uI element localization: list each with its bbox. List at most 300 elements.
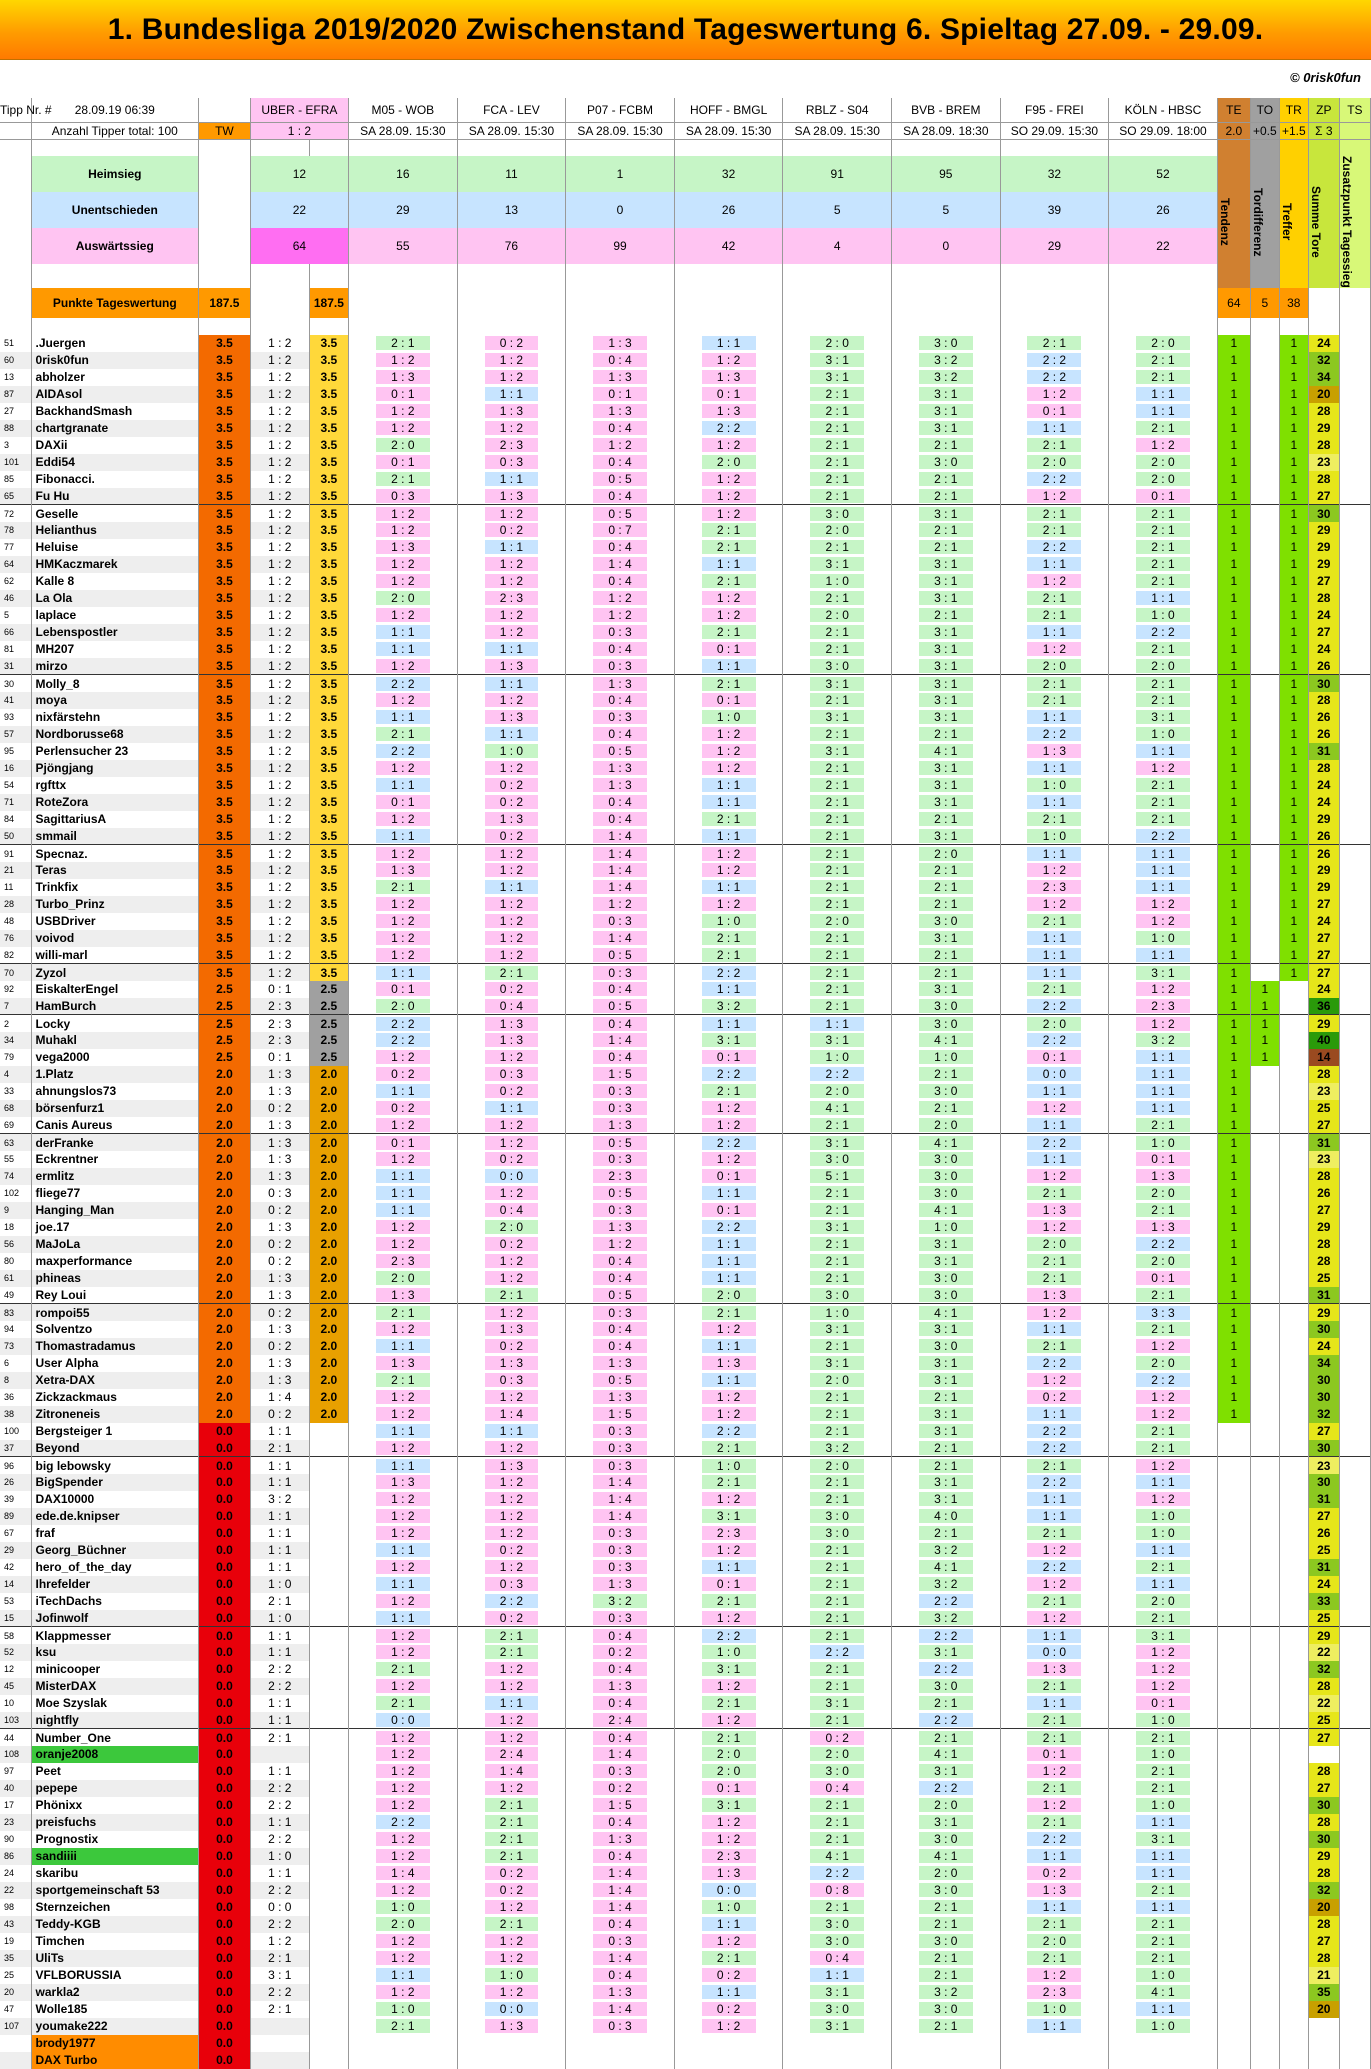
tip-score: 2 : 1 (810, 455, 864, 469)
tip-score: 1 : 2 (485, 507, 539, 521)
te-value: 1 (1217, 981, 1250, 998)
tw-value: 3.5 (199, 539, 251, 556)
tip-4 (674, 1916, 783, 1933)
tip-score: 2 : 1 (376, 1696, 430, 1710)
tip-score: 1 : 3 (593, 1390, 647, 1404)
tip-score: 1 : 1 (1136, 1815, 1190, 1829)
tipp-nr: 95 (0, 743, 31, 760)
zp-value: 27 (1308, 896, 1339, 913)
tip-score: 2 : 0 (810, 1084, 864, 1098)
tip-score: 3 : 3 (1136, 1306, 1190, 1320)
tip-score: 1 : 1 (485, 387, 539, 401)
ts-value (1339, 1712, 1370, 1729)
tip-5 (783, 1049, 892, 1066)
tip-3 (566, 1338, 675, 1355)
tip-0: 1 : 2 (250, 1933, 309, 1950)
zp-value: 28 (1308, 1066, 1339, 1083)
blank (1250, 318, 1279, 335)
tip-score: 0 : 2 (376, 1067, 430, 1081)
tipper-name: Heluise (31, 539, 199, 556)
to-value (1250, 1916, 1279, 1933)
tip-2 (457, 1984, 566, 2001)
to-value (1250, 1321, 1279, 1338)
tip-score: 2 : 3 (1136, 999, 1190, 1013)
tip-score: 2 : 1 (810, 1713, 864, 1727)
tip-6 (892, 1389, 1001, 1406)
tip-1 (349, 539, 458, 556)
tip-1 (349, 403, 458, 420)
tip-score: 0 : 2 (485, 1611, 539, 1625)
tip-3 (566, 1916, 675, 1933)
ts-value (1339, 879, 1370, 896)
table-row (0, 1576, 1371, 1593)
tip-5 (783, 2018, 892, 2035)
table-row (0, 1661, 1371, 1678)
tr-value (1279, 1474, 1308, 1491)
tip-6 (892, 1610, 1001, 1627)
tw-value: 2.0 (199, 1134, 251, 1151)
tipp-nr: 102 (0, 1185, 31, 1202)
tip-score: 1 : 1 (485, 1101, 539, 1115)
tip-3 (566, 1134, 675, 1151)
tip-score: 2 : 2 (1136, 625, 1190, 639)
tip-score: 1 : 2 (1136, 761, 1190, 775)
tip-1 (349, 352, 458, 369)
tip-2 (457, 1899, 566, 1916)
tip-0: 1 : 1 (250, 1695, 309, 1712)
tip-0: 1 : 1 (250, 1644, 309, 1661)
tip-3 (566, 1576, 675, 1593)
tip-score: 1 : 1 (1136, 1101, 1190, 1115)
tip-score: 2 : 1 (810, 999, 864, 1013)
tipper-name: Canis Aureus (31, 1117, 199, 1134)
tip-score: 2 : 1 (810, 829, 864, 843)
tip-1 (349, 1253, 458, 1270)
tipp-nr: 86 (0, 1848, 31, 1865)
te-value (1217, 1899, 1250, 1916)
tip-2 (457, 947, 566, 964)
table-row (0, 1967, 1371, 1984)
tip-1 (349, 2001, 458, 2018)
ts-value (1339, 1151, 1370, 1168)
tip-0: 1 : 2 (250, 862, 309, 879)
tip-0: 1 : 2 (250, 845, 309, 862)
tip-4 (674, 1695, 783, 1712)
tip-8 (1109, 454, 1218, 471)
tip-3 (566, 1848, 675, 1865)
tip-2 (457, 403, 566, 420)
tr-value: 1 (1279, 352, 1308, 369)
table-row (0, 1440, 1371, 1457)
tip-5 (783, 641, 892, 658)
tip-score: 1 : 1 (376, 829, 430, 843)
tw-value: 0.0 (199, 1695, 251, 1712)
tip-5 (783, 1576, 892, 1593)
table-row (0, 352, 1371, 369)
tip-3 (566, 828, 675, 845)
to-value (1250, 1236, 1279, 1253)
table-row (0, 964, 1371, 981)
tip-5 (783, 1304, 892, 1321)
tip-points: 3.5 (309, 539, 348, 556)
tipper-name: Prognostix (31, 1831, 199, 1848)
tip-8 (1109, 1168, 1218, 1185)
tip-1 (349, 1678, 458, 1695)
tip-2 (457, 1236, 566, 1253)
tip-points (309, 1814, 348, 1831)
tip-score: 2 : 1 (485, 966, 539, 980)
zp-value (1308, 2035, 1339, 2052)
tip-3 (566, 1661, 675, 1678)
tipp-nr: 2 (0, 1015, 31, 1032)
tipp-nr: 44 (0, 1729, 31, 1746)
tip-points: 3.5 (309, 658, 348, 675)
tipper-name: preisfuchs (31, 1814, 199, 1831)
tip-score: 1 : 1 (1136, 2002, 1190, 2016)
tip-7 (1000, 1814, 1109, 1831)
tipp-nr: 96 (0, 1457, 31, 1474)
to-value (1250, 1712, 1279, 1729)
tip-score: 1 : 2 (376, 1731, 430, 1745)
table-row (0, 658, 1371, 675)
zp-value: 32 (1308, 1661, 1339, 1678)
bonus-top-0 (1217, 139, 1250, 156)
tip-7 (1000, 488, 1109, 505)
tip-8 (1109, 998, 1218, 1015)
tipper-name: Fibonacci. (31, 471, 199, 488)
zp-value: 25 (1308, 1712, 1339, 1729)
blank (457, 264, 566, 288)
tip-score: 3 : 0 (919, 1934, 973, 1948)
tip-7 (1000, 1831, 1109, 1848)
tip-score: 2 : 0 (376, 1271, 430, 1285)
tip-2 (457, 862, 566, 879)
tip-6 (892, 471, 1001, 488)
tip-7 (1000, 505, 1109, 522)
tip-score: 3 : 1 (919, 693, 973, 707)
tip-score: 2 : 0 (1027, 1017, 1081, 1031)
tip-score: 3 : 0 (919, 1169, 973, 1183)
tip-score: 1 : 2 (1136, 897, 1190, 911)
tip-7 (1000, 471, 1109, 488)
ts-value (1339, 1406, 1370, 1423)
te-value (1217, 1593, 1250, 1610)
zp-value: 28 (1308, 437, 1339, 454)
ts-value (1339, 1610, 1370, 1627)
tip-score: 2 : 1 (702, 1731, 756, 1745)
tip-score: 1 : 2 (702, 1322, 756, 1336)
to-value (1250, 1933, 1279, 1950)
tip-7 (1000, 1304, 1109, 1321)
tip-5 (783, 1355, 892, 1372)
tip-1 (349, 454, 458, 471)
tip-0: 1 : 1 (250, 1508, 309, 1525)
tip-score: 0 : 4 (593, 693, 647, 707)
tip-score: 1 : 1 (376, 1611, 430, 1625)
tip-0: 1 : 2 (250, 369, 309, 386)
tip-6 (892, 2052, 1001, 2069)
tip-score: 1 : 2 (1027, 1543, 1081, 1557)
tr-value (1279, 1746, 1308, 1763)
tip-2 (457, 2001, 566, 2018)
weight-4 (1339, 122, 1370, 139)
tip-1 (349, 845, 458, 862)
table-row (0, 1100, 1371, 1117)
tip-score: 2 : 1 (810, 1254, 864, 1268)
tip-score: 2 : 1 (1136, 1883, 1190, 1897)
table-row (0, 1015, 1371, 1032)
tip-5 (783, 1389, 892, 1406)
te-value: 1 (1217, 1117, 1250, 1134)
tip-6 (892, 862, 1001, 879)
tip-score: 1 : 2 (376, 421, 430, 435)
tip-7 (1000, 692, 1109, 709)
tip-score: 0 : 4 (593, 1339, 647, 1353)
tip-0: 2 : 2 (250, 1831, 309, 1848)
zp-value: 33 (1308, 1593, 1339, 1610)
blank (0, 228, 31, 264)
blank (566, 318, 675, 335)
tipper-name: SagittariusA (31, 811, 199, 828)
tip-4 (674, 1576, 783, 1593)
tip-1 (349, 862, 458, 879)
tip-score: 1 : 2 (376, 1560, 430, 1574)
tip-5 (783, 845, 892, 862)
table-row (0, 1950, 1371, 1967)
ts-value (1339, 1899, 1370, 1916)
tip-score: 1 : 1 (1136, 863, 1190, 877)
tip-score: 2 : 1 (810, 540, 864, 554)
tip-score: 3 : 0 (810, 1917, 864, 1931)
tipp-nr: 78 (0, 522, 31, 539)
tip-4 (674, 2052, 783, 2069)
tip-score: 1 : 3 (1027, 1203, 1081, 1217)
blank (1000, 288, 1109, 318)
tipper-name: minicooper (31, 1661, 199, 1678)
ts-value (1339, 1100, 1370, 1117)
tip-score: 1 : 0 (810, 1050, 864, 1064)
to-value (1250, 1355, 1279, 1372)
tip-score: 1 : 2 (702, 863, 756, 877)
tipper-total: Anzahl Tipper total: 100 (31, 122, 199, 139)
tr-value (1279, 1168, 1308, 1185)
tip-8 (1109, 709, 1218, 726)
tip-score: 2 : 1 (376, 1306, 430, 1320)
tipp-nr: 30 (0, 675, 31, 692)
tip-score: 3 : 1 (919, 659, 973, 673)
tip-score: 1 : 1 (376, 1968, 430, 1982)
te-value (1217, 1746, 1250, 1763)
tip-score: 2 : 2 (702, 1629, 756, 1643)
tw-value: 0.0 (199, 1814, 251, 1831)
tip-5 (783, 1610, 892, 1627)
tip-8 (1109, 1984, 1218, 2001)
tip-score: 2 : 3 (485, 438, 539, 452)
tip-0: 1 : 2 (250, 386, 309, 403)
tr-value (1279, 1780, 1308, 1797)
tip-score: 1 : 2 (702, 1390, 756, 1404)
tr-value (1279, 1134, 1308, 1151)
tip-7 (1000, 1372, 1109, 1389)
tip-4 (674, 675, 783, 692)
tip-6 (892, 2001, 1001, 2018)
blank (0, 264, 31, 288)
tip-points: 3.5 (309, 573, 348, 590)
te-value: 1 (1217, 794, 1250, 811)
ts-value (1339, 539, 1370, 556)
tip-8 (1109, 1117, 1218, 1134)
tip-8 (1109, 1593, 1218, 1610)
tip-4 (674, 1780, 783, 1797)
tip-3 (566, 794, 675, 811)
tw-value: 3.5 (199, 964, 251, 981)
tipp-nr: 103 (0, 1712, 31, 1729)
tip-points (309, 1831, 348, 1848)
tr-value (1279, 1355, 1308, 1372)
tip-4 (674, 1593, 783, 1610)
tip-score: 1 : 2 (376, 574, 430, 588)
tipp-nr: 62 (0, 573, 31, 590)
tip-5 (783, 1219, 892, 1236)
table-row (0, 624, 1371, 641)
table-row (0, 420, 1371, 437)
tip-0: 1 : 1 (250, 1474, 309, 1491)
te-value: 1 (1217, 947, 1250, 964)
tip-score: 2 : 1 (810, 1407, 864, 1421)
tip-score: 2 : 1 (485, 1917, 539, 1931)
tip-4 (674, 896, 783, 913)
tip-score: 2 : 1 (376, 1662, 430, 1676)
tip-points: 2.0 (309, 1253, 348, 1270)
tip-score: 3 : 0 (810, 1288, 864, 1302)
tip-score: 2 : 1 (919, 2019, 973, 2033)
tip-score: 2 : 0 (485, 1220, 539, 1234)
tip-score: 2 : 2 (1027, 1424, 1081, 1438)
tip-8 (1109, 1423, 1218, 1440)
tipper-name: laplace (31, 607, 199, 624)
tip-5 (783, 1712, 892, 1729)
tip-score: 1 : 3 (593, 1220, 647, 1234)
tip-2 (457, 488, 566, 505)
tip-0: 1 : 2 (250, 641, 309, 658)
tip-2 (457, 369, 566, 386)
tip-0: 2 : 2 (250, 1780, 309, 1797)
bonus-top-3 (1308, 139, 1339, 156)
tip-score: 3 : 1 (702, 1033, 756, 1047)
tip-score: 2 : 1 (1136, 1322, 1190, 1336)
tip-score: 4 : 1 (919, 1136, 973, 1150)
tip-6 (892, 1015, 1001, 1032)
zp-value: 26 (1308, 709, 1339, 726)
stat-label-u: Unentschieden (31, 192, 199, 228)
tipper-name: smmail (31, 828, 199, 845)
tip-0: 2 : 1 (250, 1950, 309, 1967)
tipp-nr: 9 (0, 1202, 31, 1219)
table-row (0, 1406, 1371, 1423)
table-row (0, 2018, 1371, 2035)
tip-score: 1 : 2 (376, 1934, 430, 1948)
tip-score: 3 : 1 (810, 1322, 864, 1336)
tipper-name: rompoi55 (31, 1304, 199, 1321)
tip-points (309, 2018, 348, 2035)
tip-points (309, 1695, 348, 1712)
tip-4 (674, 1185, 783, 1202)
tip-2 (457, 794, 566, 811)
tip-4 (674, 1797, 783, 1814)
tip-score: 2 : 1 (1027, 1731, 1081, 1745)
tip-8 (1109, 913, 1218, 930)
tip-4 (674, 1678, 783, 1695)
tip-5 (783, 2001, 892, 2018)
tipper-name: fliege77 (31, 1185, 199, 1202)
te-value (1217, 1661, 1250, 1678)
tip-5 (783, 420, 892, 437)
tip-score: 2 : 1 (1136, 677, 1190, 691)
tip-3 (566, 1355, 675, 1372)
tip-score: 2 : 1 (1027, 1271, 1081, 1285)
tip-8 (1109, 1882, 1218, 1899)
tip-2 (457, 692, 566, 709)
tip-5 (783, 1287, 892, 1304)
tip-score: 2 : 0 (1136, 1594, 1190, 1608)
tr-value (1279, 1712, 1308, 1729)
tipp-nr: 88 (0, 420, 31, 437)
tip-0: 0 : 1 (250, 1049, 309, 1066)
tip-score: 2 : 1 (485, 1645, 539, 1659)
tipp-nr: 25 (0, 1967, 31, 1984)
tip-3 (566, 1372, 675, 1389)
tip-1 (349, 726, 458, 743)
tip-score: 2 : 2 (1136, 1237, 1190, 1251)
tip-score: 0 : 3 (593, 1526, 647, 1540)
te-value: 1 (1217, 1338, 1250, 1355)
tip-4 (674, 760, 783, 777)
tip-8 (1109, 930, 1218, 947)
to-value (1250, 1967, 1279, 1984)
tipper-name: Bergsteiger 1 (31, 1423, 199, 1440)
punkte-label: Punkte Tageswertung (31, 288, 199, 318)
ts-value (1339, 1797, 1370, 1814)
tip-0: 1 : 1 (250, 1763, 309, 1780)
tip-6 (892, 1865, 1001, 1882)
tip-points: 3.5 (309, 726, 348, 743)
tw-value: 3.5 (199, 590, 251, 607)
tip-score: 1 : 1 (1027, 1509, 1081, 1523)
tip-8 (1109, 1253, 1218, 1270)
tw-value: 2.5 (199, 1032, 251, 1049)
tip-score: 0 : 1 (702, 693, 756, 707)
tip-4 (674, 1831, 783, 1848)
tw-value: 0.0 (199, 1831, 251, 1848)
tr-value (1279, 1440, 1308, 1457)
tipp-nr: 80 (0, 1253, 31, 1270)
to-value (1250, 1831, 1279, 1848)
tipp-nr (0, 2052, 31, 2069)
tip-score: 0 : 5 (593, 1373, 647, 1387)
tip-points: 3.5 (309, 794, 348, 811)
tip-score: 2 : 1 (810, 472, 864, 486)
tip-3 (566, 1899, 675, 1916)
tw-value: 0.0 (199, 1780, 251, 1797)
tr-value (1279, 1644, 1308, 1661)
zp-value: 26 (1308, 1185, 1339, 1202)
tip-score: 1 : 1 (1027, 847, 1081, 861)
te-value: 1 (1217, 1270, 1250, 1287)
table-row (0, 369, 1371, 386)
stat-u-6: 5 (892, 192, 1001, 228)
tip-5 (783, 1593, 892, 1610)
tip-points: 3.5 (309, 862, 348, 879)
